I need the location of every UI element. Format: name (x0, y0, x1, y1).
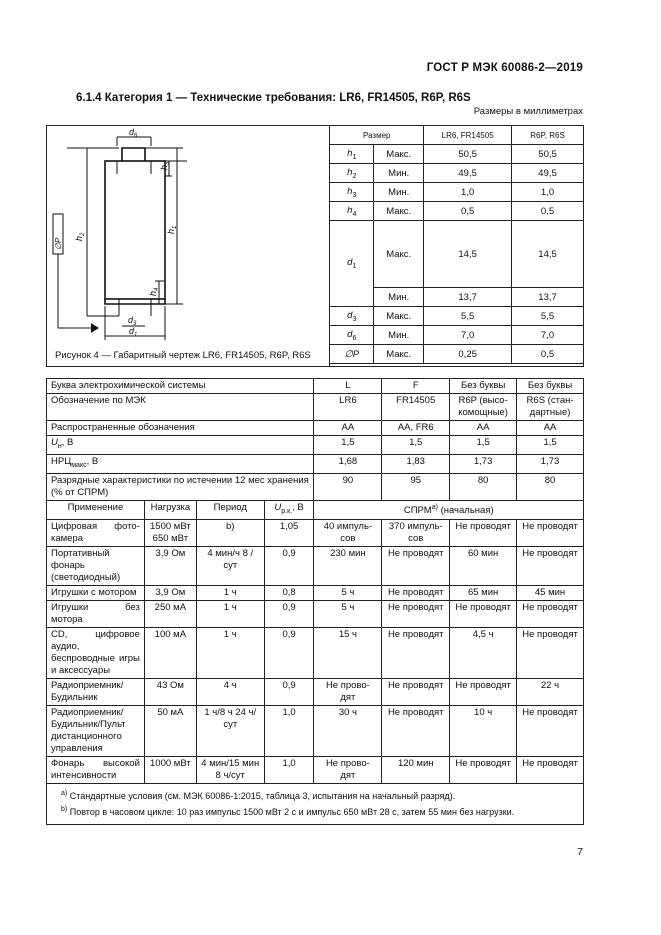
label-h2: $h_2$ (74, 232, 86, 241)
table-row: $h_1$ Макс. 50,5 50,5 (47, 145, 584, 164)
col-header-size: Размер (330, 126, 424, 145)
table-row: Мин. 13,7 13,7 (47, 288, 584, 307)
battery-drawing (47, 126, 331, 346)
table-row: Радиоприемник/Будильник/Пульт дистанционного управления 50 мА 1 ч/8 ч 24 ч/сут 1,0 30 ч Не проводят 10 ч Не проводят (47, 705, 584, 756)
table-header-row: Применение Нагрузка Период $U_{р.к.}$, В $СПРМ^{а)}$ (начальная) (47, 500, 584, 519)
footnote-a: $^{a)}$ Стандартные условия (см. МЭК 60086-1:2015, таблица 3, испытания на начальный разряд). (61, 789, 456, 801)
label-d1: $d_1$ (129, 326, 138, 338)
section-title: 6.1.4 Категория 1 — Технические требования: LR6, FR14505, R6P, R6S (76, 92, 471, 104)
table-row: Разрядные характеристики по истечении 12 мес хранения (% от СПРМ) 90 95 80 80 (47, 473, 584, 500)
table-row: Игрушки без мотора 250 мА 1 ч 0,9 5 ч Не проводят Не проводят Не проводят (47, 600, 584, 627)
table-row: Обозначение по МЭК LR6 FR14505 R6P (высо-комощные) R6S (стан-дартные) (47, 394, 584, 421)
page-number: 7 (577, 846, 583, 858)
footnote-b: $^{b)}$ Повтор в часовом цикле: 10 раз импульс 1500 мВт 2 с и импульс 650 мВт 28 с, затем 55 мин без нагрузки. (61, 805, 515, 817)
table-row: CD, цифровое аудио, беспроводные игры и аксессуары 100 мА 1 ч 0,9 15 ч Не проводят 4,5 ч Не проводят (47, 627, 584, 678)
label-h4: $h_4$ (148, 287, 160, 296)
footnotes-row (47, 783, 584, 824)
table-row: $d_6$ Мин. 7,0 7,0 (47, 326, 584, 345)
dimensions-table (46, 125, 584, 367)
table-row: $U_н$, В 1,5 1,5 1,5 1,5 (47, 436, 584, 455)
label-p: ∅P (54, 237, 63, 250)
standard-header: ГОСТ Р МЭК 60086-2—2019 (426, 62, 583, 74)
table-row: Буква электрохимической системы L F Без буквы Без буквы (47, 379, 584, 394)
figure-caption: Рисунок 4 — Габаритный чертеж LR6, FR14505, R6P, R6S (55, 350, 311, 361)
characteristics-table (46, 378, 584, 825)
label-d3: $d_3$ (128, 315, 137, 327)
table-row: $h_4$ Макс. 0,5 0,5 (47, 202, 584, 221)
table-row: Цифровая фото-камера 1500 мВт 650 мВт b) 1,05 40 импуль-сов 370 импуль-сов Не проводят Не проводят (47, 519, 584, 546)
table-row: Распространенные обозначения AA AA, FR6 AA AA (47, 421, 584, 436)
col-header-r6p: R6P, R6S (512, 126, 584, 145)
figure-cell (47, 126, 330, 367)
table-row: $h_2$ Мин. 49,5 49,5 (47, 164, 584, 183)
table-row: $d_1$ Макс. 14,5 14,5 (47, 221, 584, 288)
table-row: $h_3$ Мин. 1,0 1,0 (47, 183, 584, 202)
table-row: Портативный фонарь (светодиодный) 3,9 Ом 4 мин/ч 8 /сут 0,9 230 мин Не проводят 60 мин Не проводят (47, 546, 584, 585)
label-h1: $h_1$ (166, 225, 178, 234)
col-header-lr6: LR6, FR14505 (424, 126, 512, 145)
table-row: Игрушки с мотором 3,9 Ом 1 ч 0,8 5 ч Не проводят 65 мин 45 мин (47, 585, 584, 600)
label-d6: $d_6$ (129, 127, 138, 139)
table-row: Радиоприемник/ Будильник 43 Ом 4 ч 0,9 Не прово-дят Не проводят Не проводят 22 ч (47, 678, 584, 705)
label-h3: $h_3$ (159, 161, 171, 170)
units-note: Размеры в миллиметрах (473, 106, 583, 117)
table-row: Фонарь высокой интенсивности 1000 мВт 4 мин/15 мин 8 ч/сут 1,0 Не прово-дят 120 мин Не проводят Не проводят (47, 756, 584, 783)
table-row: $d_3$ Макс. 5,5 5,5 (47, 307, 584, 326)
table-row: $НРЦ_{макс}$, В 1,68 1,83 1,73 1,73 (47, 454, 584, 473)
table-row: ∅P Макс. 0,25 0,5 (47, 345, 584, 364)
